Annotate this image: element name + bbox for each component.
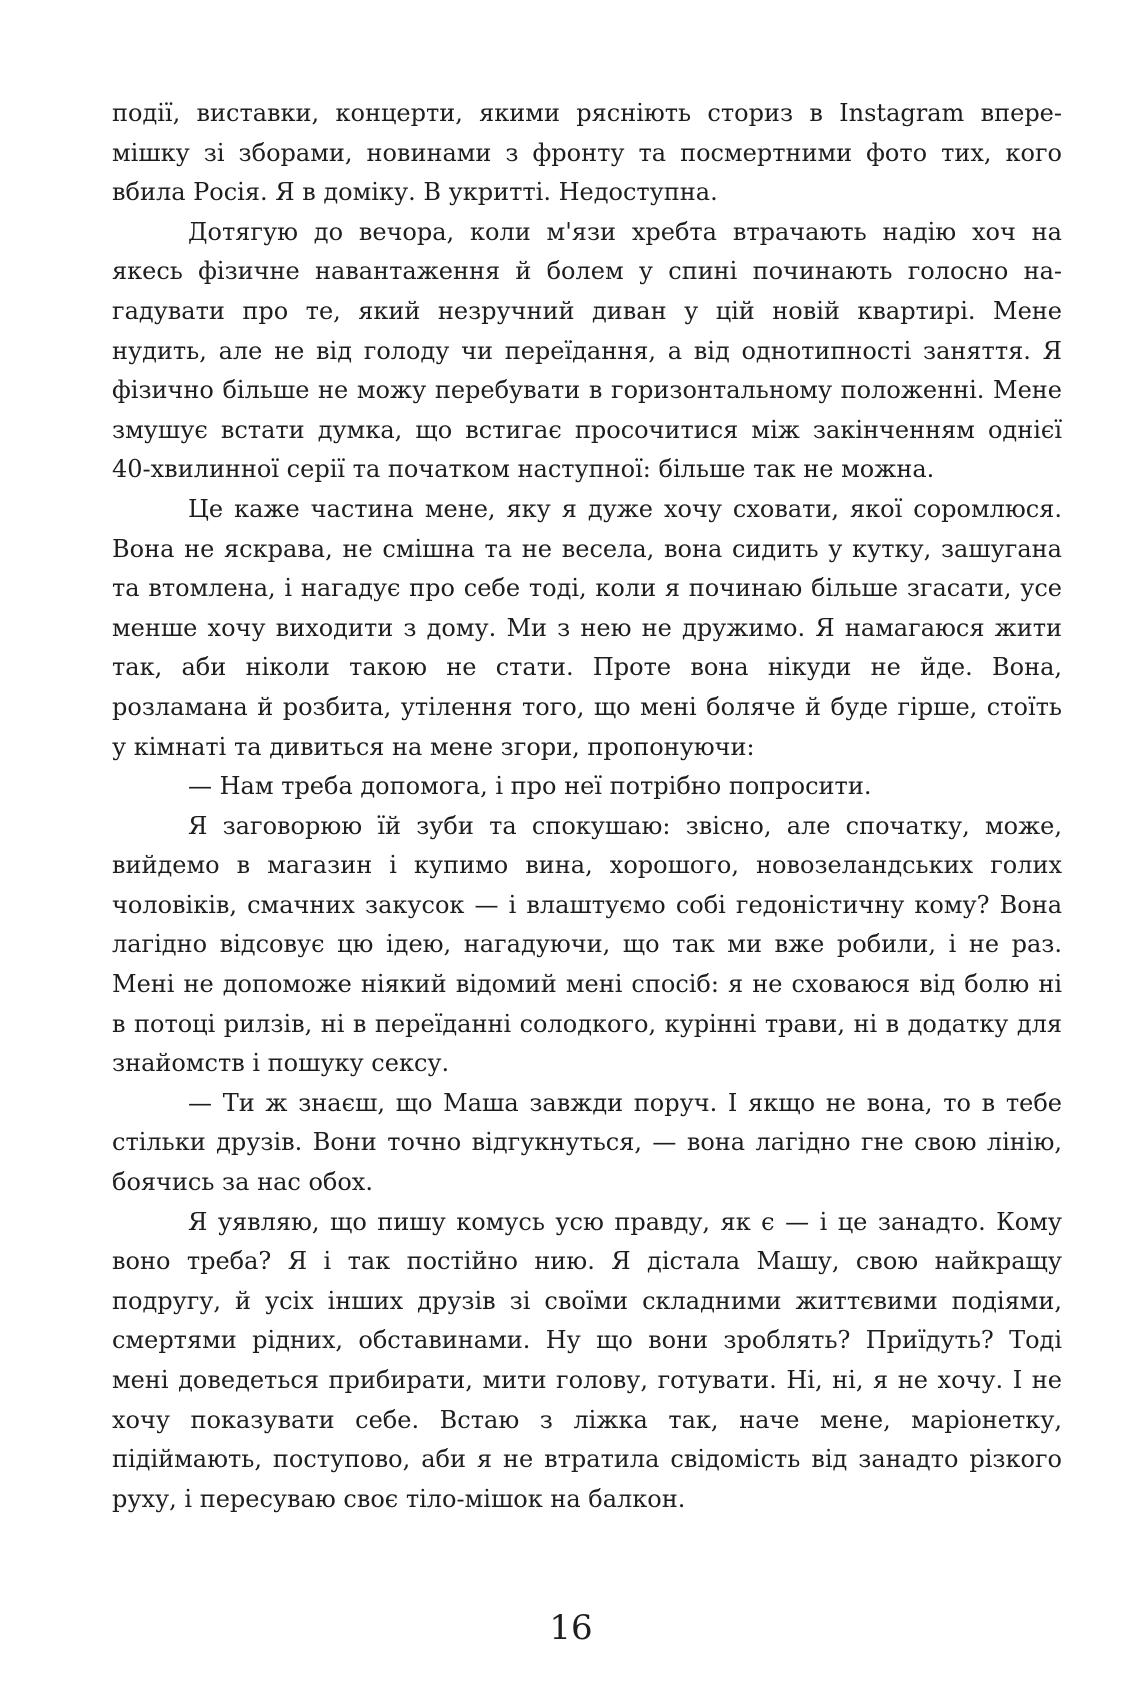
paragraph: Я заговорюю їй зуби та спокушаю: звісно, але спочатку, може, вийдемо в магазин і купимо вина, хорошого, новозеландських голих чоловіків, смачних закусок — і влаштуємо собі гедоністичну кому? Вона лагідно відсовує цю ідею, нагадуючи, що так ми вже робили, і не раз. Мені не допоможе ніякий відомий мені спосіб: я не сховаюся від болю ні в потоці рилзів, ні в переїданні солодкого, курінні трави, ні в додатку для знайомств і пошуку сексу. [112, 811, 1062, 1078]
paragraph-continuation: події, виставки, концерти, якими рясніють сториз в Instagram вперемішку зі зборами, новинами з фронту та посмертними фото тих, кого вбила Росія. Я в доміку. В укритті. Недоступна. [112, 99, 1062, 207]
paragraph: Це каже частина мене, яку я дуже хочу сховати, якої соромлюся. Вона не яскрава, не смішна та не весела, вона сидить у кутку, зашугана та втомлена, і нагадує про себе тоді, коли я починаю більше згасати, усе менше хочу виходити з дому. Ми з нею не дружимо. Я намагаюся жити так, аби ніколи такою не стати. Проте вона нікуди не йде. Вона, розламана й розбита, утілення того, що мені боляче й буде гірше, стоїть у кімнаті та дивиться на мене згори, пропонуючи: [112, 494, 1062, 761]
paragraph: Я уявляю, що пишу комусь усю правду, як є — і це занадто. Кому воно треба? Я і так постійно нию. Я дістала Машу, свою найкращу подругу, й усіх інших друзів зі своїми складними життєвими подіями, смертями рідних, обставинами. Ну що вони зроблять? Приїдуть? Тоді мені доведеться прибирати, мити голову, готувати. Ні, ні, я не хочу. І не хочу показувати себе. Встаю з ліжка так, наче мене, маріонетку, підіймають, поступово, аби я не втратила свідомість від занадто різкого руху, і пересуваю своє тіло-мішок на балкон. [112, 1207, 1062, 1513]
page-number: 16 [549, 1608, 593, 1648]
paragraph: Дотягую до вечора, коли м'язи хребта втрачають надію хоч на якесь фізичне навантаження й болем у спині починають голосно нагадувати про те, який незручний диван у цій новій квартирі. Мене нудить, але не від голоду чи переїдання, а від однотипності заняття. Я фізично більше не можу перебувати в горизонтальному положенні. Мене змушує встати думка, що встигає просочитися між закінченням однієї 40-хвилинної серії та початком наступної: більше так не можна. [112, 217, 1062, 484]
body-text [112, 94, 1062, 1519]
dialogue-line: — Нам треба допомога, і про неї потрібно попросити. [188, 772, 872, 801]
dialogue-line: — Ти ж знаєш, що Маша завжди поруч. І якщо не вона, то в тебе стільки друзів. Вони точно відгукнуться, — вона лагідно гне свою лінію, боячись за нас обох. [112, 1088, 1062, 1197]
